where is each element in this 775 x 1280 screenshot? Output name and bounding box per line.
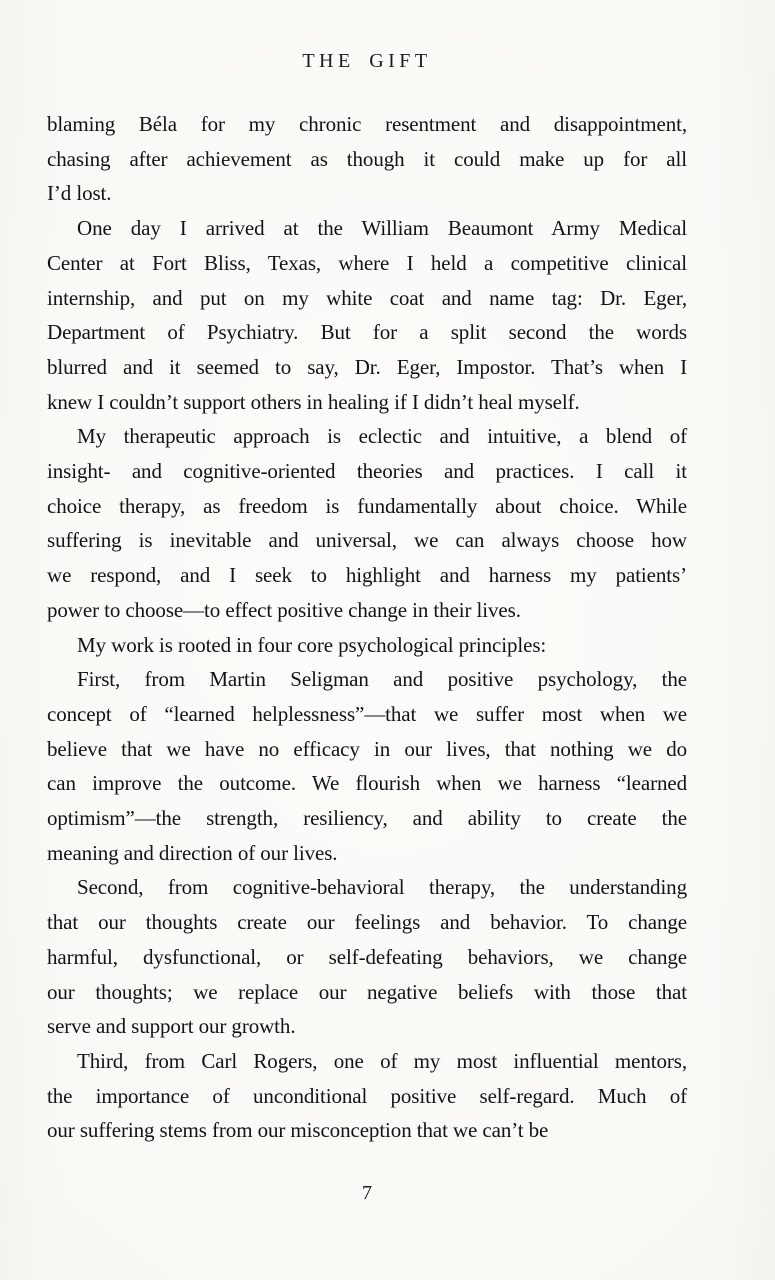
- text-line: we respond, and I seek to highlight and harness my patients’: [47, 563, 687, 588]
- body-text: [47, 107, 687, 1148]
- text-line: chasing after achievement as though it could make up for all: [47, 146, 687, 171]
- text-line: our suffering stems from our misconception that we can’t be: [47, 1118, 549, 1143]
- text-line: power to choose—to effect positive change in their lives.: [47, 597, 521, 622]
- text-line: One day I arrived at the William Beaumont Army Medical: [77, 216, 687, 241]
- paragraph: [47, 211, 687, 419]
- text-line: our thoughts; we replace our negative beliefs with those that: [47, 979, 687, 1004]
- text-line: blurred and it seemed to say, Dr. Eger, Impostor. That’s when I: [47, 354, 687, 379]
- text-line: the importance of unconditional positive self-regard. Much of: [47, 1083, 687, 1108]
- paragraph: [47, 662, 687, 870]
- text-line: I’d lost.: [47, 181, 112, 206]
- text-line: suffering is inevitable and universal, we can always choose how: [47, 528, 687, 553]
- text-line: internship, and put on my white coat and name tag: Dr. Eger,: [47, 285, 687, 310]
- paragraph: [47, 419, 687, 627]
- text-line: insight- and cognitive-oriented theories and practices. I call it: [47, 459, 687, 484]
- text-line: that our thoughts create our feelings and behavior. To change: [47, 910, 687, 935]
- text-line: Department of Psychiatry. But for a split second the words: [47, 320, 687, 345]
- text-line: choice therapy, as freedom is fundamentally about choice. While: [47, 493, 687, 518]
- paragraph: [47, 1044, 687, 1148]
- text-line: concept of “learned helplessness”—that we suffer most when we: [47, 701, 687, 726]
- paragraph: [47, 107, 687, 211]
- paragraph: [47, 628, 687, 663]
- text-line: Third, from Carl Rogers, one of my most influential mentors,: [77, 1048, 687, 1073]
- paragraph: [47, 870, 687, 1044]
- text-line: Second, from cognitive-behavioral therapy, the understanding: [77, 875, 687, 900]
- text-line: serve and support our growth.: [47, 1014, 296, 1039]
- text-line: can improve the outcome. We flourish when we harness “learned: [47, 771, 687, 796]
- running-header: THE GIFT: [302, 50, 432, 72]
- text-line: blaming Béla for my chronic resentment and disappointment,: [47, 112, 687, 136]
- text-line: harmful, dysfunctional, or self-defeating behaviors, we change: [47, 944, 687, 969]
- text-line: meaning and direction of our lives.: [47, 840, 338, 865]
- text-line: First, from Martin Seligman and positive psychology, the: [77, 667, 687, 692]
- text-line: knew I couldn’t support others in healing if I didn’t heal myself.: [47, 389, 580, 414]
- text-line: My therapeutic approach is eclectic and intuitive, a blend of: [77, 424, 687, 449]
- text-line: My work is rooted in four core psychological principles:: [77, 632, 547, 657]
- text-line: optimism”—the strength, resiliency, and ability to create the: [47, 806, 687, 831]
- page-number: 7: [362, 1182, 372, 1204]
- text-line: Center at Fort Bliss, Texas, where I held a competitive clinical: [47, 250, 687, 275]
- text-line: believe that we have no efficacy in our lives, that nothing we do: [47, 736, 687, 761]
